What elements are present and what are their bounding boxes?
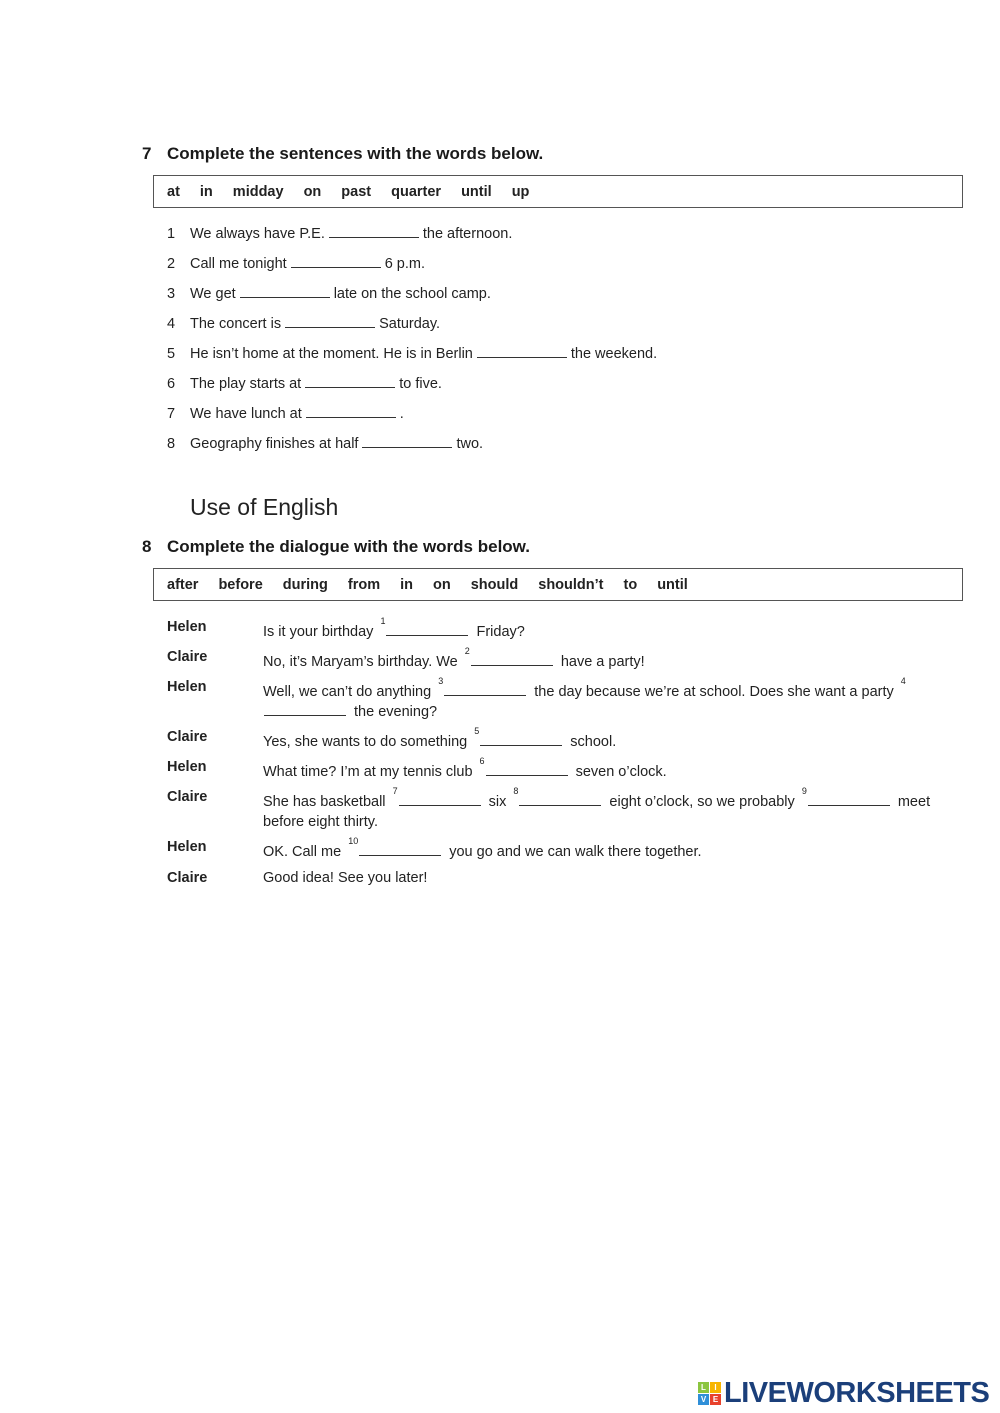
sentence-text-before: We have lunch at (190, 406, 302, 422)
dialogue-line (167, 677, 947, 722)
word-bank-8 (153, 568, 963, 601)
exercise-8-heading (142, 537, 530, 557)
answer-blank[interactable] (285, 315, 375, 328)
dialogue-text (263, 647, 947, 672)
dialogue-text-segment: Yes, she wants to do something (263, 733, 472, 750)
sentence-item (167, 225, 512, 242)
answer-blank[interactable] (477, 345, 567, 358)
gap-number: 7 (392, 786, 398, 796)
sentence-number: 3 (167, 286, 176, 302)
exercise-number: 7 (142, 144, 152, 163)
sentence-text-before: The play starts at (190, 376, 302, 392)
dialogue-text-segment: school. (566, 733, 617, 750)
dialogue-text (263, 787, 947, 832)
word-bank-item: past (341, 183, 372, 200)
word-bank-item: before (218, 576, 263, 593)
answer-blank[interactable] (471, 653, 553, 666)
dialogue-text-segment: you go and we can walk there together. (445, 843, 702, 860)
word-bank-item: until (657, 576, 688, 593)
sentence-item (167, 405, 404, 422)
sentence-item (167, 315, 440, 332)
sentence-text-after: to five. (399, 376, 442, 392)
dialogue-text-segment: She has basketball (263, 793, 390, 810)
sentence-number: 5 (167, 346, 176, 362)
dialogue-text (263, 757, 947, 782)
liveworksheets-logo (698, 1377, 989, 1410)
sentence-number: 1 (167, 226, 176, 242)
sentence-text-after: two. (456, 436, 484, 452)
dialogue-text (263, 837, 947, 862)
gap-number: 5 (474, 726, 480, 736)
sentence-number: 2 (167, 256, 176, 272)
dialogue-text-segment: meet before eight thirty. (263, 793, 931, 830)
logo-text: LIVEWORKSHEETS (724, 1377, 990, 1409)
sentence-text-before: Geography finishes at half (190, 436, 359, 452)
logo-tiles-icon: L I V E (698, 1382, 721, 1405)
word-bank-item: to (623, 576, 638, 593)
sentence-text-after: . (399, 406, 404, 422)
word-bank-7 (153, 175, 963, 208)
dialogue-line (167, 787, 947, 832)
speaker-name: Claire (167, 789, 208, 805)
answer-blank[interactable] (359, 843, 441, 856)
dialogue-text-segment: the evening? (350, 703, 438, 720)
word-bank-item: should (470, 576, 519, 593)
dialogue-text-segment: Good idea! See you later! (263, 870, 428, 886)
gap-number: 2 (464, 646, 470, 656)
answer-blank[interactable] (291, 255, 381, 268)
exercise-instruction: Complete the sentences with the words below. (167, 144, 544, 163)
dialogue-line (167, 617, 947, 642)
dialogue-text (263, 677, 947, 722)
speaker-name: Helen (167, 759, 207, 775)
exercise-7-heading (142, 144, 543, 164)
dialogue-text (263, 868, 947, 888)
sentence-item (167, 255, 425, 272)
exercise-instruction: Complete the dialogue with the words below. (167, 537, 531, 556)
dialogue-text-segment: the day because we’re at school. Does she want a party (530, 683, 898, 700)
word-bank-item: on (433, 576, 451, 593)
gap-number: 8 (513, 786, 519, 796)
answer-blank[interactable] (386, 623, 468, 636)
sentence-item (167, 435, 483, 452)
sentence-text-after: the weekend. (570, 346, 658, 362)
speaker-name: Helen (167, 679, 207, 695)
word-bank-item: in (400, 576, 413, 593)
word-bank-item: shouldn’t (538, 576, 604, 593)
gap-number: 1 (380, 616, 386, 626)
answer-blank[interactable] (264, 703, 346, 716)
sentence-number: 8 (167, 436, 176, 452)
word-bank-item: at (167, 183, 180, 200)
answer-blank[interactable] (240, 285, 330, 298)
sentence-number: 4 (167, 316, 176, 332)
dialogue-line (167, 868, 947, 888)
dialogue-text-segment: OK. Call me (263, 843, 346, 860)
dialogue-text-segment: Well, we can’t do anything (263, 683, 436, 700)
answer-blank[interactable] (329, 225, 419, 238)
word-bank-item: midday (232, 183, 284, 200)
answer-blank[interactable] (399, 793, 481, 806)
dialogue-text-segment: six (484, 793, 511, 810)
word-bank-item: in (199, 183, 213, 200)
answer-blank[interactable] (306, 405, 396, 418)
sentence-number: 7 (167, 406, 176, 422)
word-bank-item: after (167, 576, 199, 593)
sentence-item (167, 285, 491, 302)
sentence-text-before: We get (190, 286, 236, 302)
answer-blank[interactable] (808, 793, 890, 806)
speaker-name: Claire (167, 870, 208, 886)
gap-number: 4 (900, 676, 906, 686)
speaker-name: Claire (167, 649, 208, 665)
gap-number: 3 (438, 676, 444, 686)
answer-blank[interactable] (444, 683, 526, 696)
dialogue-line (167, 757, 947, 782)
speaker-name: Claire (167, 729, 208, 745)
dialogue-line (167, 837, 947, 862)
dialogue-text-segment: eight o’clock, so we probably (605, 793, 799, 810)
answer-blank[interactable] (362, 435, 452, 448)
section-title: Use of English (190, 494, 339, 520)
dialogue-text-segment: seven o’clock. (571, 763, 667, 780)
dialogue-text-segment: Friday? (472, 623, 525, 640)
speaker-name: Helen (167, 619, 207, 635)
dialogue-text (263, 727, 947, 752)
exercise-number: 8 (142, 537, 152, 556)
dialogue-text-segment: have a party! (556, 653, 645, 670)
dialogue-text-segment: Is it your birthday (263, 623, 378, 640)
sentence-number: 6 (167, 376, 176, 392)
sentence-text-after: Saturday. (379, 316, 441, 332)
sentence-text-before: The concert is (190, 316, 282, 332)
word-bank-item: from (347, 576, 381, 593)
gap-number: 6 (479, 756, 485, 766)
sentence-text-before: Call me tonight (190, 256, 287, 272)
dialogue-text-segment: What time? I’m at my tennis club (263, 763, 477, 780)
dialogue-line (167, 647, 947, 672)
sentence-item (167, 375, 442, 392)
speaker-name: Helen (167, 839, 207, 855)
answer-blank[interactable] (305, 375, 395, 388)
word-bank-item: on (303, 183, 322, 200)
gap-number: 10 (348, 836, 359, 846)
answer-blank[interactable] (519, 793, 601, 806)
word-bank-item: during (282, 576, 328, 593)
dialogue-line (167, 727, 947, 752)
word-bank-item: until (461, 183, 492, 200)
dialogue-text-segment: No, it’s Maryam’s birthday. We (263, 653, 462, 670)
word-bank-item: quarter (391, 183, 442, 200)
sentence-item (167, 345, 657, 362)
sentence-text-before: We always have P.E. (190, 226, 325, 242)
gap-number: 9 (801, 786, 807, 796)
dialogue-text (263, 617, 947, 642)
sentence-text-after: 6 p.m. (384, 256, 426, 272)
sentence-text-after: the afternoon. (422, 226, 513, 242)
sentence-text-after: late on the school camp. (333, 286, 491, 302)
answer-blank[interactable] (486, 763, 568, 776)
word-bank-item: up (511, 183, 530, 200)
sentence-text-before: He isn’t home at the moment. He is in Berlin (190, 346, 473, 362)
answer-blank[interactable] (480, 733, 562, 746)
